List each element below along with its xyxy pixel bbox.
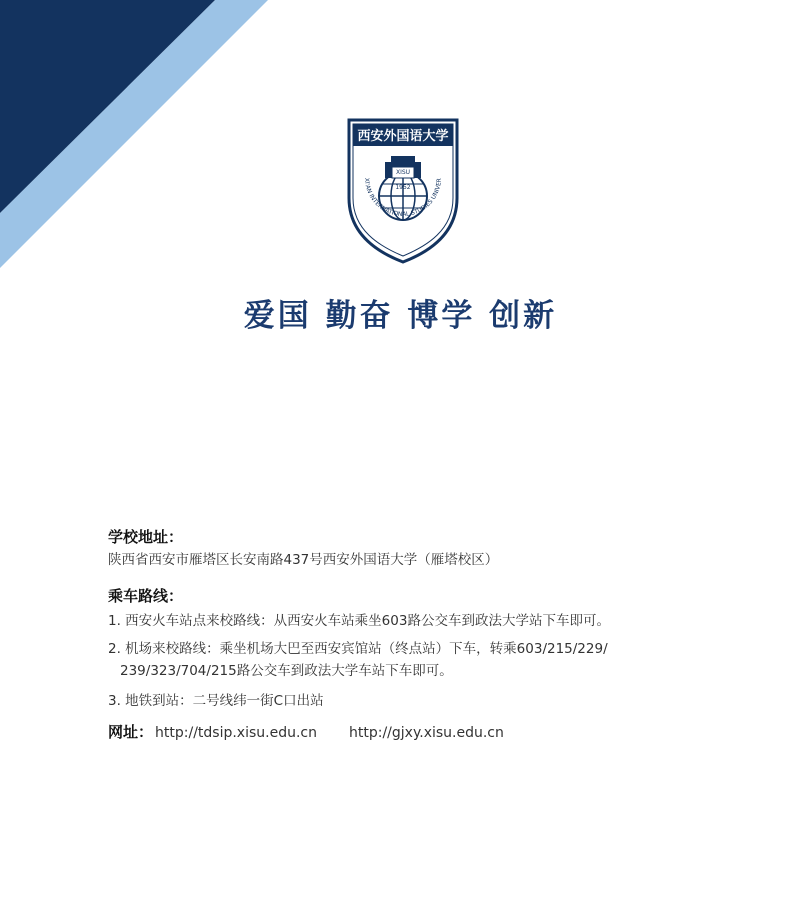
light-blue-stripe	[0, 0, 268, 268]
website-label: 网址：	[108, 723, 154, 741]
emblem-top-text: 西安外国语大学	[357, 129, 449, 144]
emblem-ring-text: XI'AN INTERNATIONAL STUDIES UNIVER	[362, 177, 444, 219]
website-row	[108, 721, 768, 744]
website-link-gjxy[interactable]: http://gjxy.xisu.edu.cn	[349, 725, 504, 741]
route-3: 3. 地铁到站：二号线纬一街C口出站	[108, 693, 324, 709]
motto: 爱国 勤奋 博学 创新	[243, 298, 558, 334]
address-heading: 学校地址：	[108, 528, 184, 546]
address-text: 陕西省西安市雁塔区长安南路437号西安外国语大学（雁塔校区）	[108, 552, 499, 568]
contact-info	[108, 526, 768, 744]
emblem-year: 1952	[395, 184, 411, 191]
routes-heading: 乘车路线：	[108, 587, 184, 605]
emblem-abbr: XISU	[395, 169, 411, 176]
route-1: 1. 西安火车站点来校路线：从西安火车站乘坐603路公交车到政法大学站下车即可。	[108, 613, 610, 629]
route-2: 2. 机场来校路线：乘坐机场大巴至西安宾馆站（终点站）下车，转乘603/215/229/	[108, 641, 608, 657]
website-link-tdsip[interactable]: http://tdsip.xisu.edu.cn	[155, 725, 317, 741]
university-emblem	[345, 118, 461, 264]
navy-triangle	[0, 0, 215, 213]
route-2-continued: 239/323/704/215路公交车到政法大学车站下车即可。	[120, 663, 453, 679]
